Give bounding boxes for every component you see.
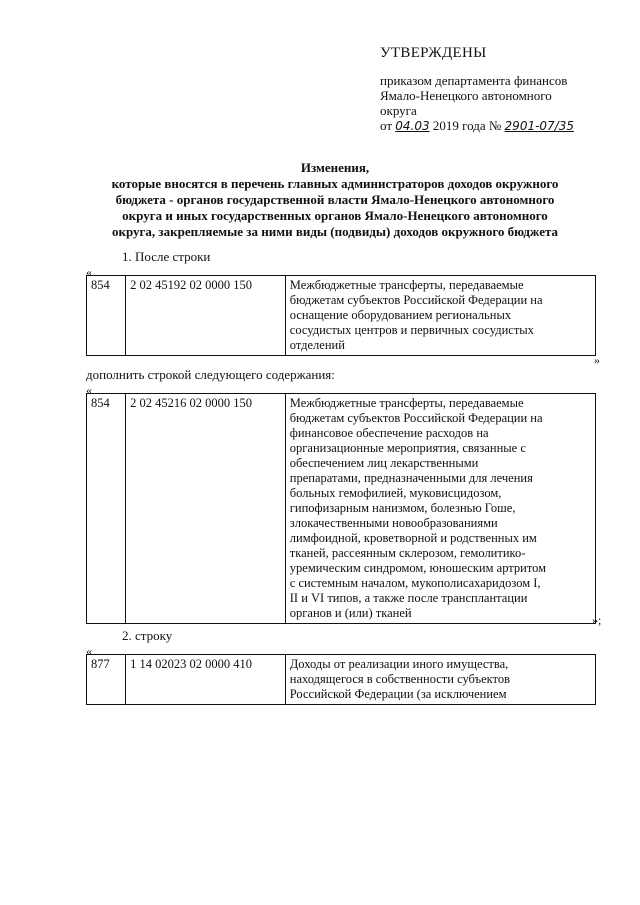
kbk-cell: 1 14 02023 02 0000 410 bbox=[126, 655, 286, 705]
description-line: Российской Федерации (за исключением bbox=[289, 687, 507, 701]
description-line: бюджетам субъектов Российской Федерации на bbox=[289, 293, 543, 307]
kbk-cell: 2 02 45192 02 0000 150 bbox=[126, 276, 286, 356]
title-line: округа и иных государственных органов Ямало-Ненецкого автономного bbox=[122, 208, 548, 223]
approval-date-line bbox=[380, 118, 620, 134]
admin-code-cell: 854 bbox=[87, 276, 126, 356]
description-line: гипофизарным нанизмом, болезнью Гоше, bbox=[289, 501, 516, 515]
section1-label: 1. После строки bbox=[122, 249, 211, 264]
description-line: организационные мероприятия, связанные с bbox=[289, 441, 526, 455]
table-row bbox=[87, 276, 596, 356]
title-line: которые вносятся в перечень главных администраторов доходов окружного bbox=[111, 176, 559, 191]
table-row bbox=[87, 655, 596, 705]
description-line: Доходы от реализации иного имущества, bbox=[289, 657, 509, 671]
section2-table bbox=[86, 654, 596, 705]
description-line: препаратами, предназначенными для лечения bbox=[289, 471, 533, 485]
approval-line: приказом департамента финансов bbox=[380, 73, 568, 88]
title-line: округа, закрепляемые за ними виды (подвиды) доходов окружного бюджета bbox=[111, 224, 559, 239]
document-title bbox=[70, 160, 600, 240]
handwritten-date: 04.03 bbox=[395, 119, 430, 133]
close-quote: » bbox=[594, 353, 600, 367]
admin-code-cell: 877 bbox=[87, 655, 126, 705]
admin-code-cell: 854 bbox=[87, 394, 126, 624]
description-line: Межбюджетные трансферты, передаваемые bbox=[289, 396, 524, 410]
description-cell bbox=[285, 276, 595, 356]
description-line: финансовое обеспечение расходов на bbox=[289, 426, 489, 440]
description-line: лимфоидной, кроветворной и родственных им bbox=[289, 531, 537, 545]
description-line: находящегося в собственности субъектов bbox=[289, 672, 510, 686]
description-line: обеспечением лиц лекарственными bbox=[289, 456, 479, 470]
kbk-cell: 2 02 45216 02 0000 150 bbox=[126, 394, 286, 624]
description-line: с системным началом, мукополисахаридозом I, bbox=[289, 576, 541, 590]
open-quote: « bbox=[86, 644, 92, 658]
year-text: 2019 года № bbox=[432, 118, 502, 133]
open-quote: « bbox=[86, 265, 92, 279]
description-cell bbox=[285, 394, 595, 624]
approval-heading: УТВЕРЖДЕНЫ bbox=[380, 45, 487, 61]
date-prefix: от bbox=[380, 118, 393, 133]
description-cell bbox=[285, 655, 595, 705]
table-row bbox=[87, 394, 596, 624]
description-line: отделений bbox=[289, 338, 345, 352]
open-quote: « bbox=[86, 383, 92, 397]
supplement-label: дополнить строкой следующего содержания: bbox=[86, 367, 335, 382]
title-line: бюджета - органов государственной власти Ямало-Ненецкого автономного bbox=[115, 192, 555, 207]
description-line: оснащение оборудованием региональных bbox=[289, 308, 512, 322]
description-line: органов и (или) тканей bbox=[289, 606, 412, 620]
description-line: Межбюджетные трансферты, передаваемые bbox=[289, 278, 524, 292]
approval-line: округа bbox=[380, 103, 417, 118]
description-line: злокачественными новообразованиями bbox=[289, 516, 498, 530]
description-line: тканей, рассеянным склерозом, гемолитико- bbox=[289, 546, 526, 560]
section1-table bbox=[86, 275, 596, 356]
description-line: больных гемофилией, муковисцидозом, bbox=[289, 486, 502, 500]
section2-label: 2. строку bbox=[122, 628, 173, 643]
supplement-table bbox=[86, 393, 596, 624]
title-line: Изменения, bbox=[300, 160, 370, 175]
handwritten-number: 2901-07/35 bbox=[504, 119, 574, 133]
description-line: бюджетам субъектов Российской Федерации на bbox=[289, 411, 543, 425]
approval-block bbox=[380, 46, 620, 134]
description-line: II и VI типов, а также после трансплантации bbox=[289, 591, 528, 605]
approval-line: Ямало-Ненецкого автономного bbox=[380, 88, 552, 103]
description-line: уремическим синдромом, юношеским артритом bbox=[289, 561, 547, 575]
close-quote: »; bbox=[592, 613, 602, 627]
description-line: сосудистых центров и первичных сосудистых bbox=[289, 323, 534, 337]
